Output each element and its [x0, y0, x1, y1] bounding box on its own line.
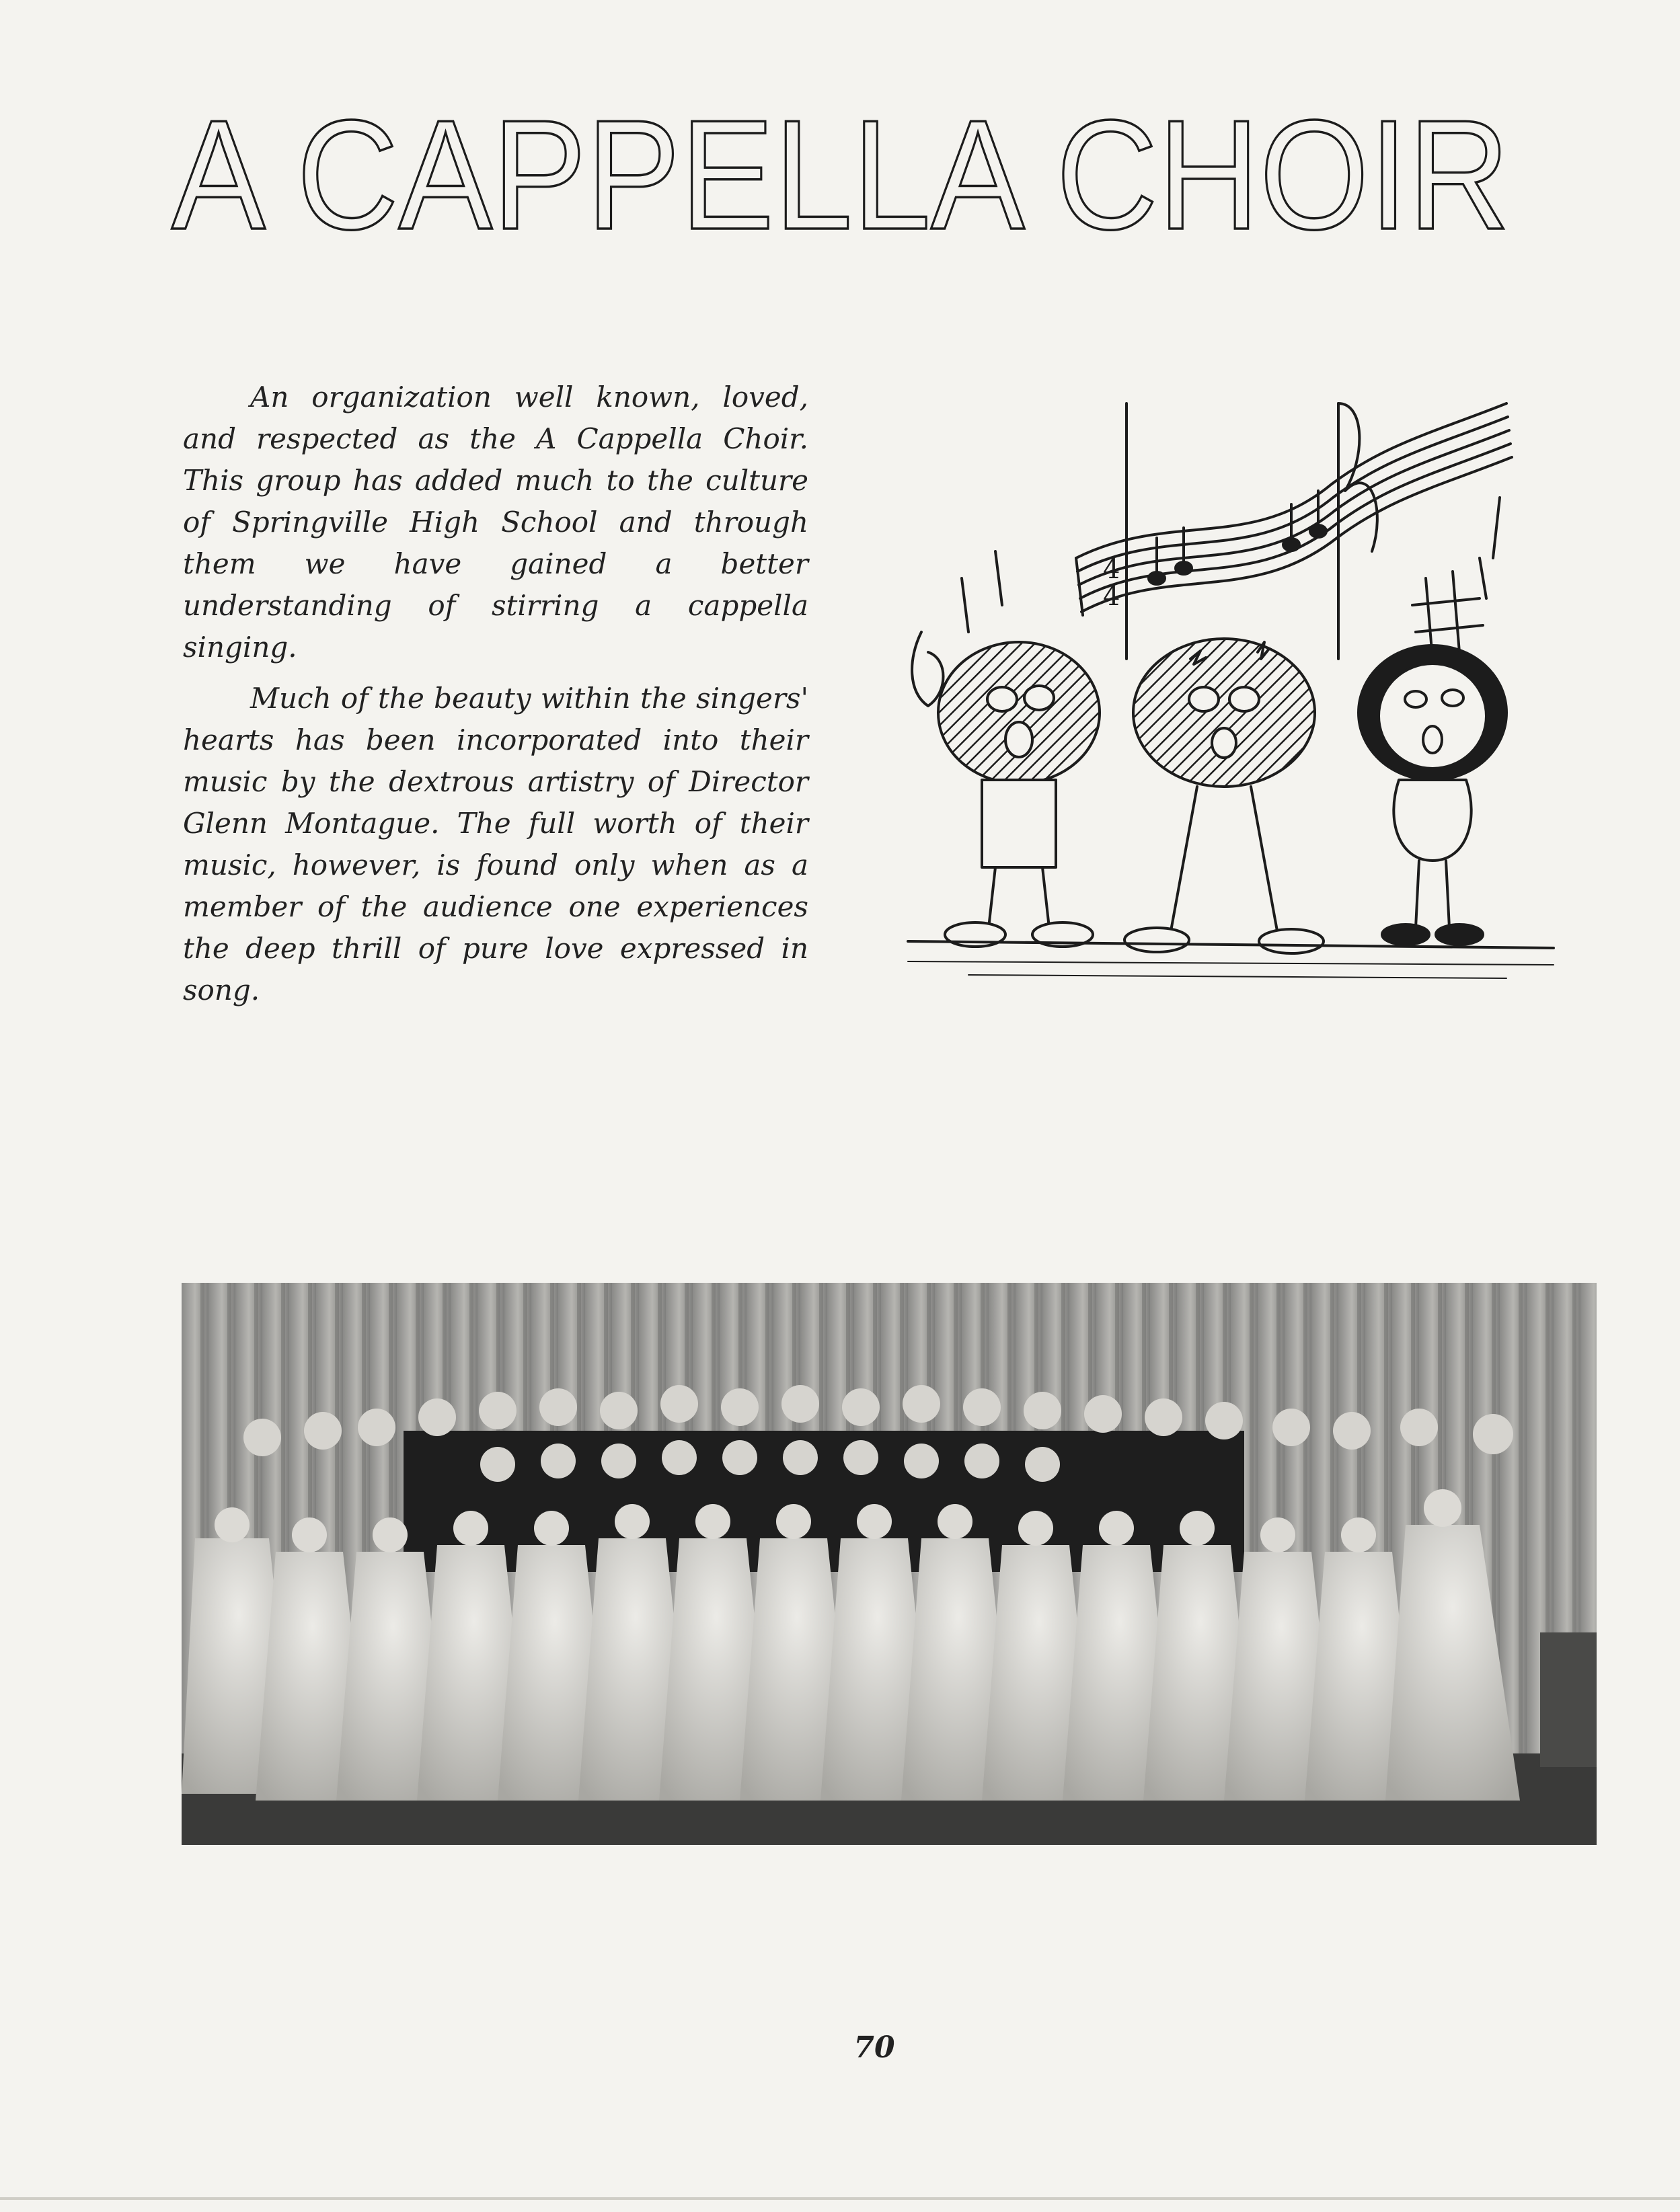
paragraph-2: Much of the beauty within the singers' hearts has been incorporated into their music by the dextrous artistry of Director Glenn Montague. The full worth of their music, however, is found only when as a member of the audience one experiences the deep thrill of pure love expressed in song. — [183, 682, 808, 1006]
choir-photograph — [182, 1283, 1597, 1845]
scan-edge-rule — [0, 2197, 1680, 2200]
staff-ribbon — [1076, 403, 1512, 615]
time-signature-bottom: 4 — [1103, 581, 1120, 612]
middle-note-singer — [1124, 639, 1324, 953]
paragraph-1: An organization well known, loved, and respected as the A Cappella Choir. This group has added much to the culture of Springville High School and through them we have gained a better understanding of stirring a cappella singing. — [183, 381, 808, 664]
page-title — [168, 101, 1513, 255]
article-text — [183, 377, 808, 1021]
left-note-singer — [938, 642, 1100, 947]
time-signature-top: 4 — [1103, 554, 1120, 585]
page-number: 70 — [853, 2030, 895, 2065]
singing-notes-cartoon — [901, 377, 1560, 982]
page-title-text: A CAPPELLA CHOIR — [171, 101, 1510, 255]
right-note-singer — [1359, 645, 1506, 945]
